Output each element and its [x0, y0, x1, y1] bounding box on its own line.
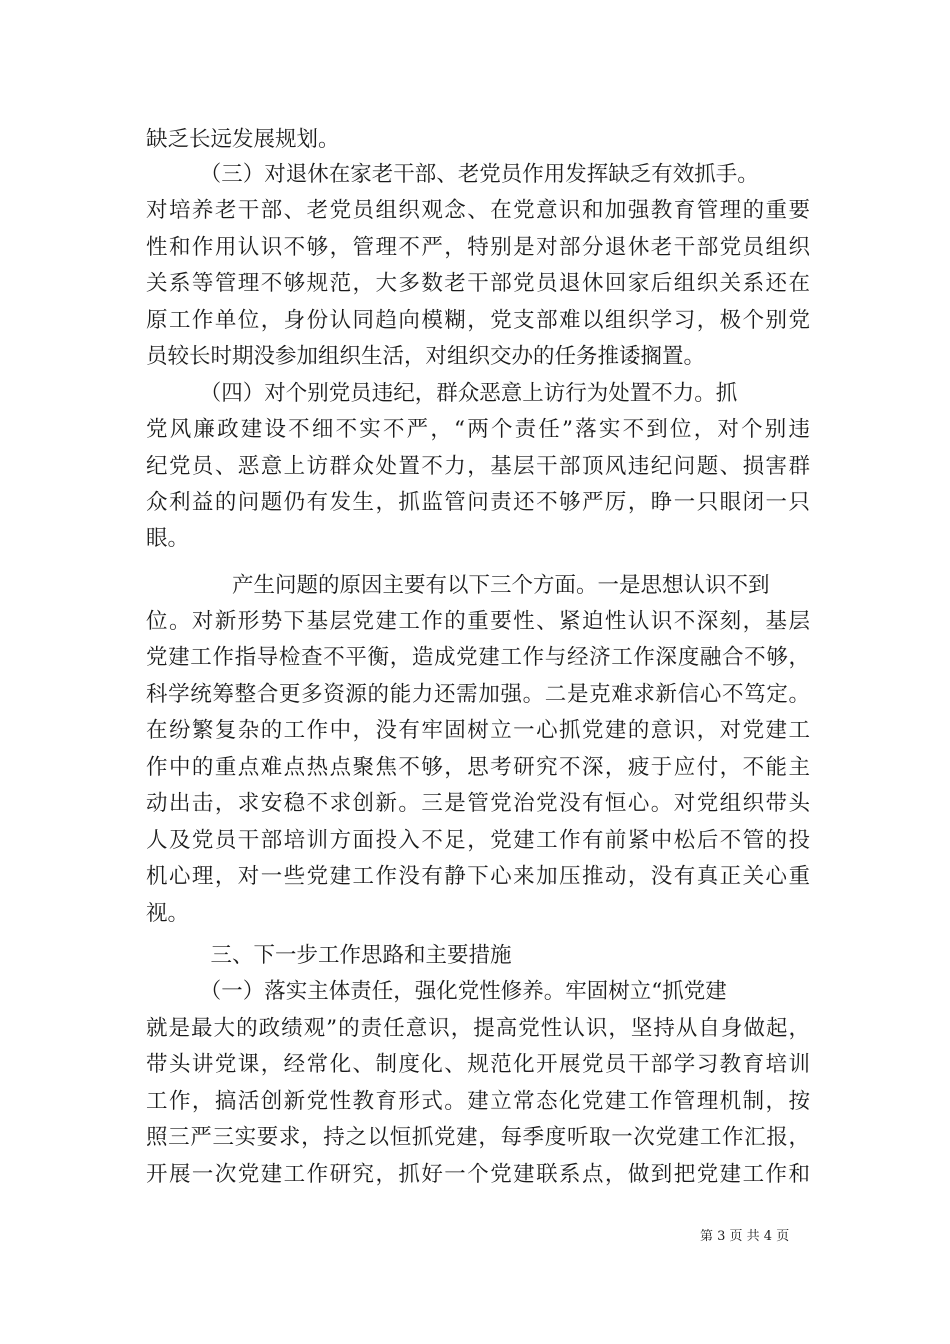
text-line: 视。	[146, 901, 190, 926]
section-heading: 三、下一步工作思路和主要措施	[146, 943, 512, 968]
text-line: 动出击，求安稳不求创新。三是管党治党没有恒心。对党组织带头	[146, 791, 810, 816]
text-line: 对培养老干部、老党员组织观念、在党意识和加强教育管理的重要	[146, 198, 810, 223]
text-line: 照三严三实要求，持之以恒抓党建，每季度听取一次党建工作汇报，	[146, 1125, 810, 1150]
text-line: （一）落实主体责任，强化党性修养。牢固树立“抓党建	[146, 979, 727, 1004]
text-line: 开展一次党建工作研究，抓好一个党建联系点，做到把党建工作和	[146, 1162, 810, 1187]
text-line: 工作，搞活创新党性教育形式。建立常态化党建工作管理机制，按	[146, 1089, 810, 1114]
text-line: 位。对新形势下基层党建工作的重要性、紧迫性认识不深刻，基层	[146, 609, 810, 634]
text-line: 机心理，对一些党建工作没有静下心来加压推动，没有真正关心重	[146, 864, 810, 889]
text-line: 纪党员、恶意上访群众处置不力，基层干部顶风违纪问题、损害群	[146, 454, 810, 479]
page-number: 第 3 页 共 4 页	[700, 1229, 790, 1244]
text-line: 产生问题的原因主要有以下三个方面。一是思想认识不到	[146, 573, 770, 598]
text-line: 党风廉政建设不细不实不严，“两个责任”落实不到位，对个别违	[146, 417, 810, 442]
text-line: 关系等管理不够规范，大多数老干部党员退休回家后组织关系还在	[146, 271, 810, 296]
text-line: 在纷繁复杂的工作中，没有牢固树立一心抓党建的意识，对党建工	[146, 718, 810, 743]
text-line: 眼。	[146, 526, 190, 551]
text-line: 原工作单位，身份认同趋向模糊，党支部难以组织学习，极个别党	[146, 308, 810, 333]
text-line: （四）对个别党员违纪，群众恶意上访行为处置不力。抓	[146, 381, 738, 406]
text-line: 党建工作指导检查不平衡，造成党建工作与经济工作深度融合不够，	[146, 645, 810, 670]
text-line: 缺乏长远发展规划。	[146, 127, 340, 152]
text-line: 作中的重点难点热点聚焦不够，思考研究不深，疲于应付，不能主	[146, 755, 810, 780]
text-line: 人及党员干部培训方面投入不足，党建工作有前紧中松后不管的投	[146, 828, 810, 853]
text-line: 带头讲党课，经常化、制度化、规范化开展党员干部学习教育培训	[146, 1052, 810, 1077]
text-line: 科学统筹整合更多资源的能力还需加强。二是克难求新信心不笃定。	[146, 682, 810, 707]
text-line: 员较长时期没参加组织生活，对组织交办的任务推诿搁置。	[146, 344, 706, 369]
text-line: 众利益的问题仍有发生，抓监管问责还不够严厉，睁一只眼闭一只	[146, 490, 810, 515]
text-line: 性和作用认识不够，管理不严，特别是对部分退休老干部党员组织	[146, 235, 810, 260]
text-line: （三）对退休在家老干部、老党员作用发挥缺乏有效抓手。	[146, 162, 759, 187]
text-line: 就是最大的政绩观”的责任意识，提高党性认识，坚持从自身做起，	[146, 1016, 810, 1041]
